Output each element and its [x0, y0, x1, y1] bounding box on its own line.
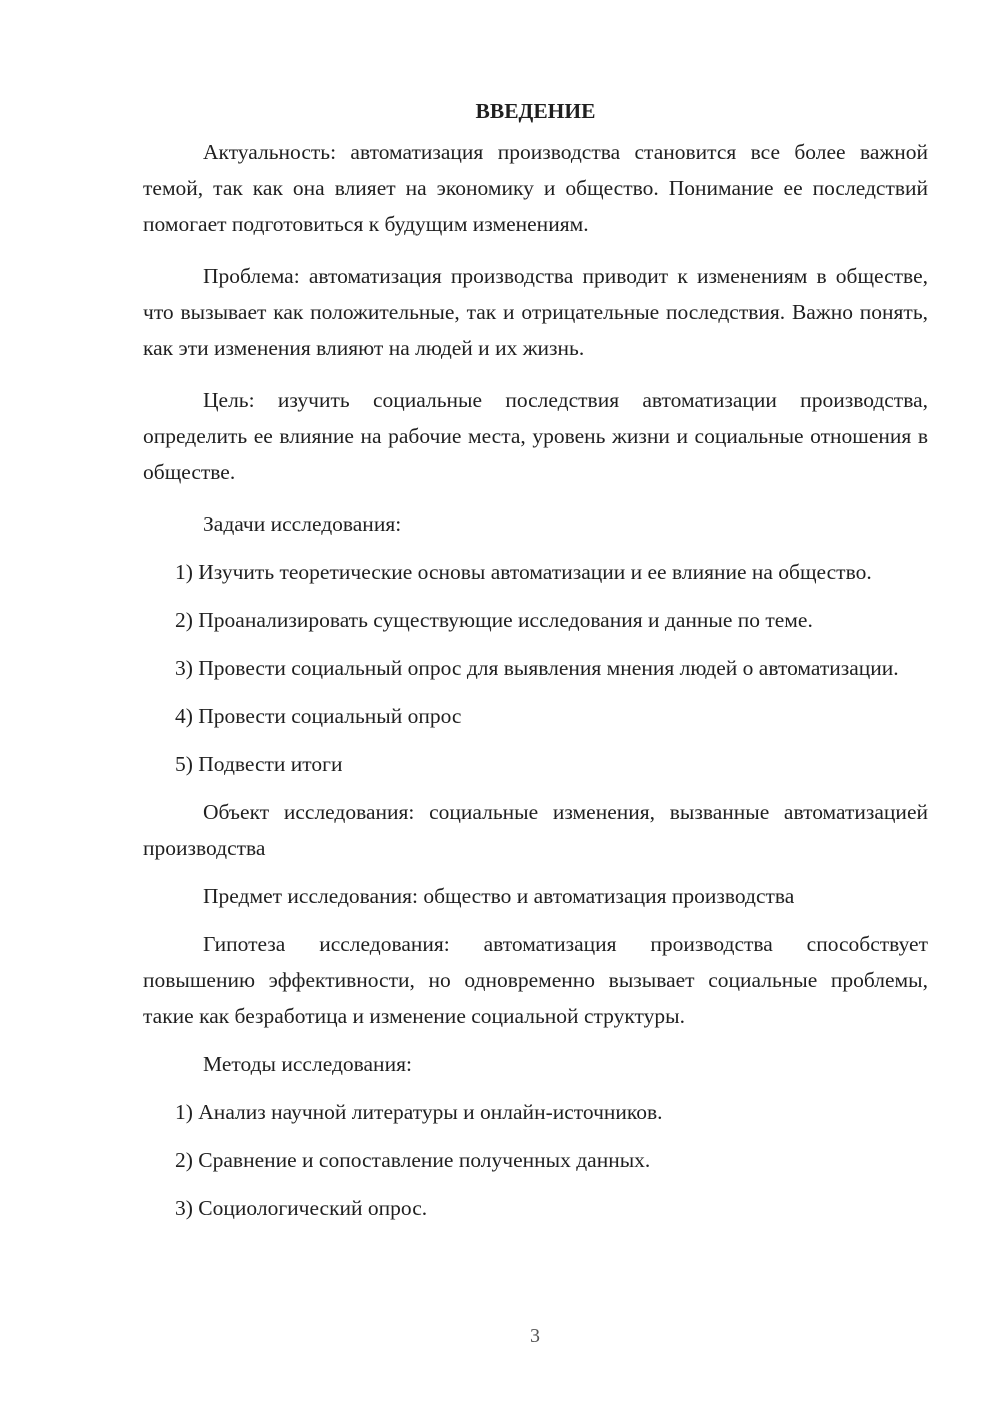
paragraph-problem: Проблема: автоматизация производства приводит к изменениям в обществе, что вызывает как положительные, так и отрицательные последствия. Важно понять, как эти изменения влияют на людей и их жизнь.: [143, 264, 928, 360]
paragraph-hypothesis: Гипотеза исследования: автоматизация производства способствует повышению эффективности, но одновременно вызывает социальные проблемы, такие как безработица и изменение социальной структуры.: [143, 932, 928, 1028]
paragraph-goal: Цель: изучить социальные последствия автоматизации производства, определить ее влияние на рабочие места, уровень жизни и социальные отношения в обществе.: [143, 388, 928, 484]
paragraph-subject: Предмет исследования: общество и автоматизация производства: [203, 884, 795, 908]
tasks-heading: Задачи исследования:: [203, 512, 402, 536]
task-item-4: 4) Провести социальный опрос: [175, 704, 462, 728]
paragraph-object: Объект исследования: социальные изменения, вызванные автоматизацией производства: [143, 800, 928, 860]
page-number: 3: [530, 1325, 540, 1347]
method-item-2: 2) Сравнение и сопоставление полученных данных.: [175, 1148, 651, 1172]
methods-heading: Методы исследования:: [203, 1052, 412, 1076]
task-item-3: 3) Провести социальный опрос для выявления мнения людей о автоматизации.: [175, 656, 899, 680]
task-item-2: 2) Проанализировать существующие исследования и данные по теме.: [175, 608, 813, 632]
method-item-1: 1) Анализ научной литературы и онлайн-источников.: [175, 1100, 663, 1124]
section-title: ВВЕДЕНИЕ: [475, 99, 596, 123]
page-content: [143, 96, 928, 1226]
paragraph-relevance: Актуальность: автоматизация производства становится все более важной темой, так как она влияет на экономику и общество. Понимание ее последствий помогает подготовиться к будущим изменениям.: [143, 140, 928, 236]
task-item-1: 1) Изучить теоретические основы автоматизации и ее влияние на общество.: [175, 560, 872, 584]
task-item-5: 5) Подвести итоги: [175, 752, 343, 776]
method-item-3: 3) Социологический опрос.: [175, 1196, 428, 1220]
